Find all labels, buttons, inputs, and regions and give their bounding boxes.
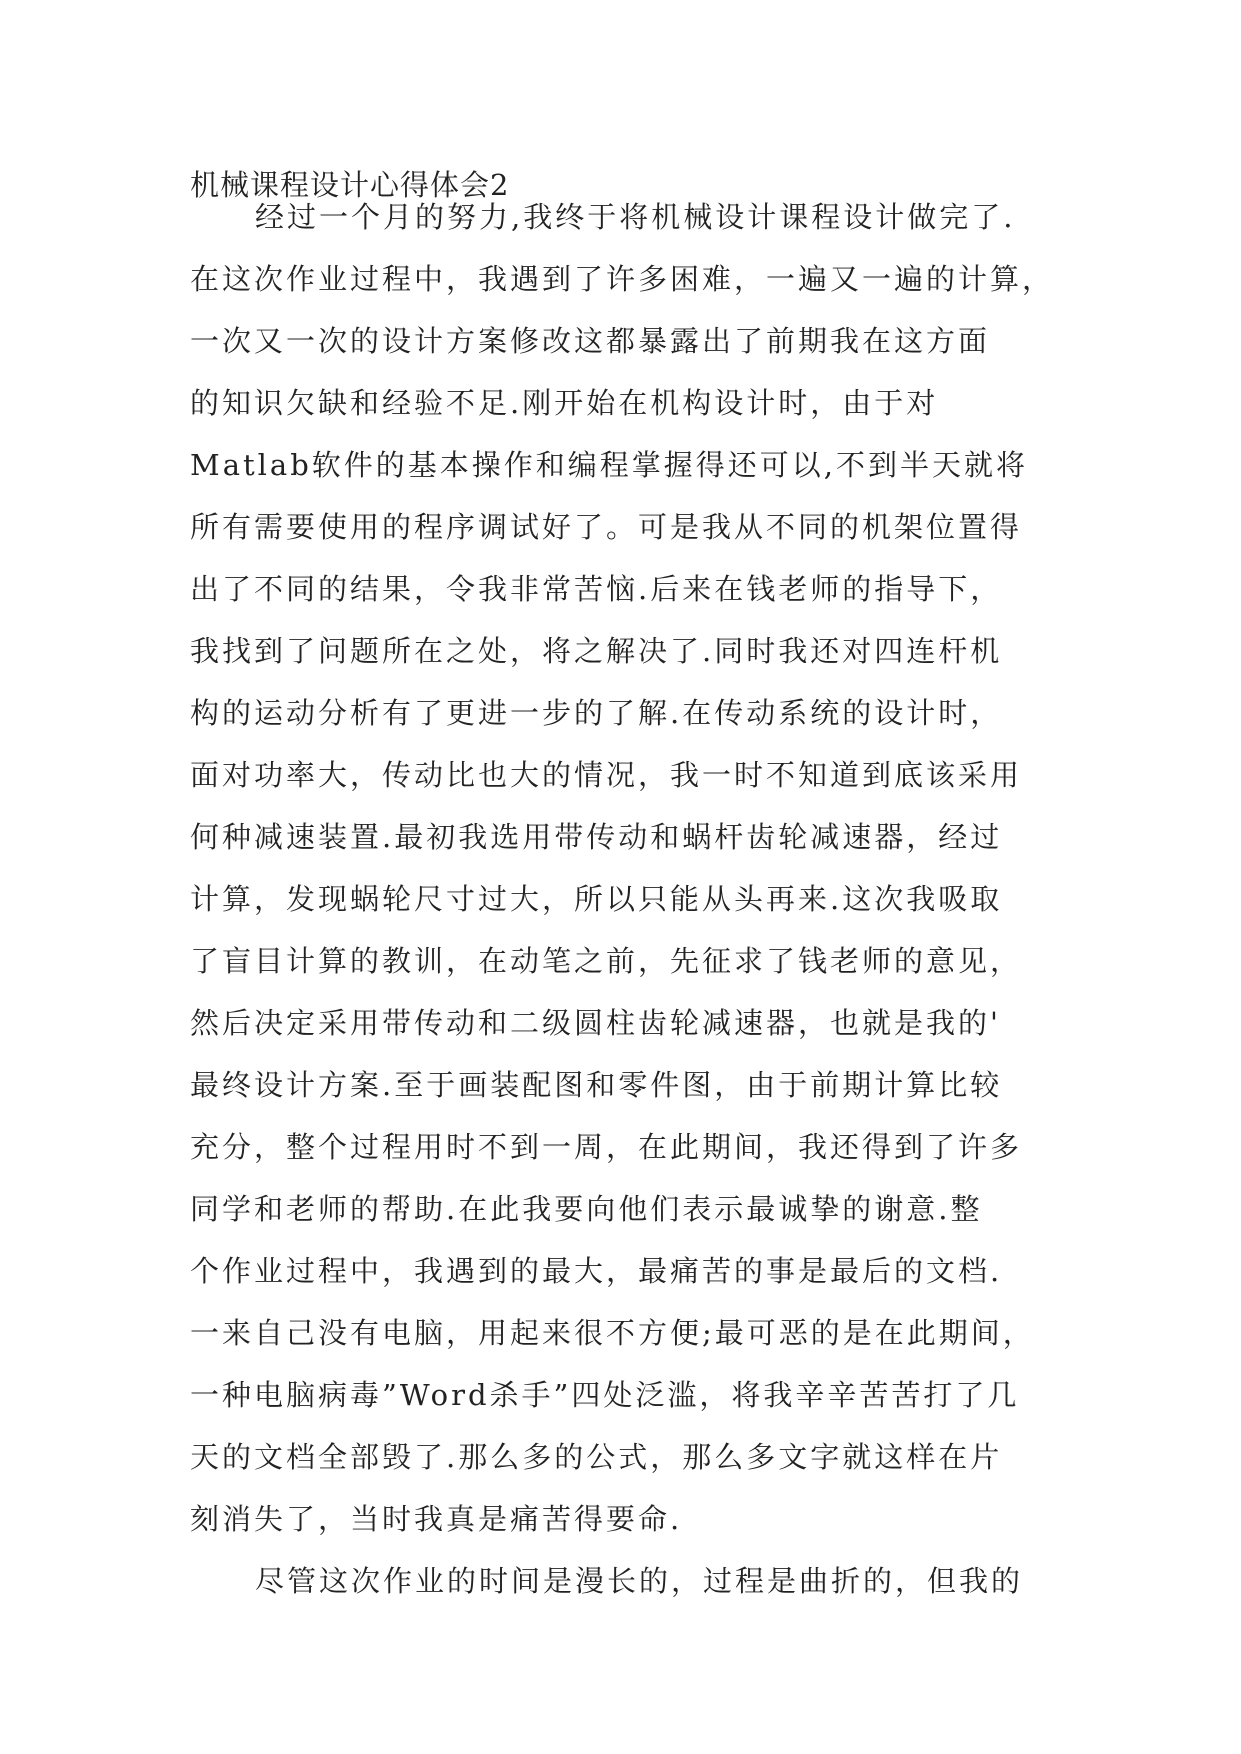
paragraph-line: 刻消失了，当时我真是痛苦得要命. <box>190 1502 683 1536</box>
document-title: 机械课程设计心得体会2 <box>190 168 510 202</box>
paragraph-line: 构的运动分析有了更进一步的了解.在传动系统的设计时， <box>190 696 1003 730</box>
paragraph-line: 一次又一次的设计方案修改这都暴露出了前期我在这方面 <box>190 324 991 358</box>
paragraph-line: 尽管这次作业的时间是漫长的，过程是曲折的，但我的 <box>255 1564 1024 1598</box>
paragraph-line: 计算，发现蜗轮尺寸过大，所以只能从头再来.这次我吸取 <box>190 882 1003 916</box>
paragraph-line: 何种减速装置.最初我选用带传动和蜗杆齿轮减速器，经过 <box>190 820 1003 854</box>
paragraph-line: Matlab软件的基本操作和编程掌握得还可以,不到半天就将 <box>190 448 1028 482</box>
paragraph-line: 面对功率大，传动比也大的情况，我一时不知道到底该采用 <box>190 758 1023 792</box>
paragraph-line: 经过一个月的努力,我终于将机械设计课程设计做完了. <box>255 200 1016 234</box>
paragraph-line: 我找到了问题所在之处，将之解决了.同时我还对四连杆机 <box>190 634 1003 668</box>
paragraph-line: 充分，整个过程用时不到一周，在此期间，我还得到了许多 <box>190 1130 1023 1164</box>
paragraph-line: 的知识欠缺和经验不足.刚开始在机构设计时，由于对 <box>190 386 939 420</box>
paragraph-line: 然后决定采用带传动和二级圆柱齿轮减速器，也就是我的' <box>190 1006 1001 1040</box>
paragraph-line: 了盲目计算的教训，在动笔之前，先征求了钱老师的意见， <box>190 944 1023 978</box>
paragraph-line: 天的文档全部毁了.那么多的公式，那么多文字就这样在片 <box>190 1440 1003 1474</box>
paragraph-line: 出了不同的结果，令我非常苦恼.后来在钱老师的指导下， <box>190 572 1003 606</box>
paragraph-line: 最终设计方案.至于画装配图和零件图，由于前期计算比较 <box>190 1068 1003 1102</box>
paragraph-line: 个作业过程中，我遇到的最大，最痛苦的事是最后的文档. <box>190 1254 1003 1288</box>
paragraph-line: 同学和老师的帮助.在此我要向他们表示最诚挚的谢意.整 <box>190 1192 983 1226</box>
paragraph-line: 在这次作业过程中，我遇到了许多困难，一遍又一遍的计算， <box>190 262 1055 296</box>
document-body <box>190 186 1055 1612</box>
paragraph-line: 一来自己没有电脑，用起来很不方便;最可恶的是在此期间， <box>190 1316 1035 1350</box>
paragraph-line: 所有需要使用的程序调试好了。可是我从不同的机架位置得 <box>190 510 1023 544</box>
paragraph-line: 一种电脑病毒”Word杀手”四处泛滥，将我辛辛苦苦打了几 <box>190 1378 1020 1412</box>
